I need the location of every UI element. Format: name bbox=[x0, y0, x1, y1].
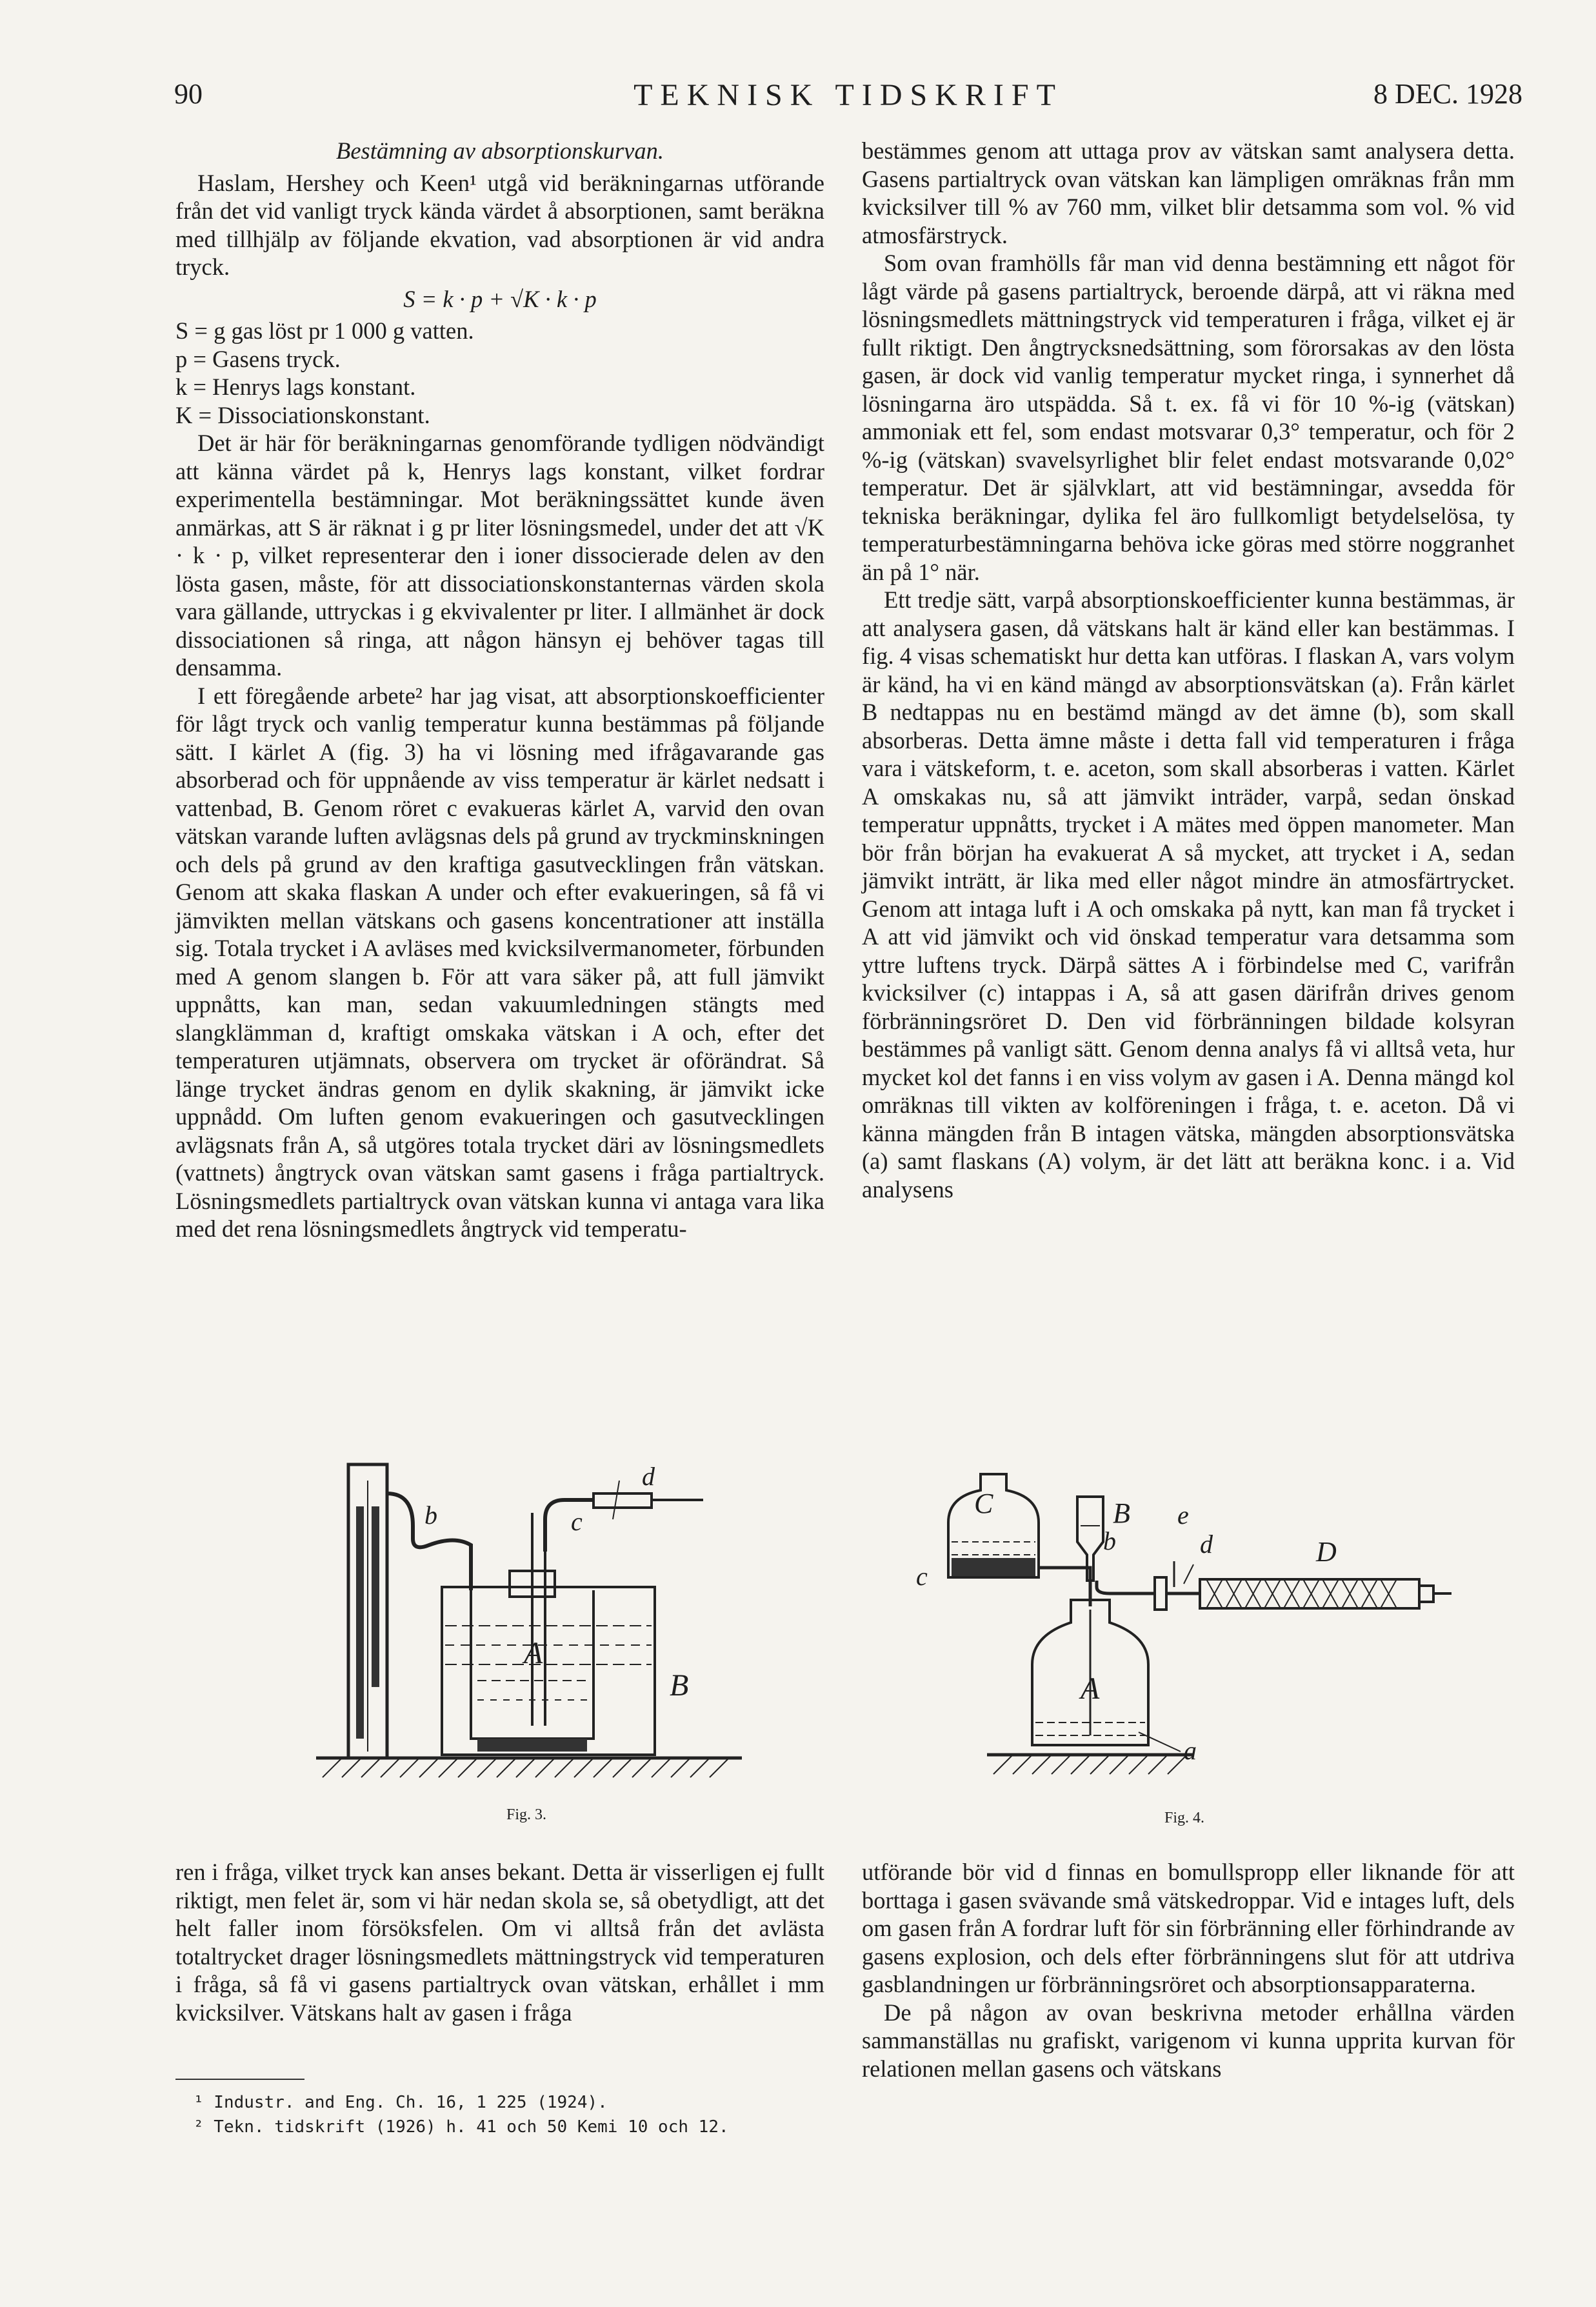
fig-label-A: A bbox=[1081, 1672, 1100, 1706]
fig-label-a: a bbox=[1184, 1736, 1197, 1765]
paragraph: Som ovan framhölls får man vid denna bestämning ett något för lågt värde på gasens partialtryck, beroende därpå, att vi räkna med lösningsmedlets mättningstryck vid temperaturen i fråga, vilket ej är fullt riktigt. Den ångtrycksnedsättning, som förorsakas av den lösta gasen, är dock vid vanlig temperatur mycket ringa, i synnerhet då lösningarna äro utspädda. Så t. ex. få vi för 10 %-ig (vätskan) ammoniak ett fel, som endast motsvarar 0,3° temperatur, och för 2 %-ig (vätskan) svavelsyrlighet blir felet endast motsvarande 0,02° temperatur. Det är självklart, att vid bestämningar, avsedda för tekniska beräkningar, dylika fel äro fullkomligt betydelselösa, ty temperaturbestämningarna behöva icke göras med större noggranhet än på 1° när. bbox=[862, 250, 1515, 585]
footnote-1: ¹ Industr. and Eng. Ch. 16, 1 225 (1924). bbox=[194, 2093, 608, 2112]
section-heading: Bestämning av absorptionskurvan. bbox=[336, 137, 664, 164]
fig-label-e: e bbox=[1177, 1501, 1189, 1530]
definition-item: S = g gas löst pr 1 000 g vatten. bbox=[175, 317, 474, 344]
journal-title: TEKNISK TIDSKRIFT bbox=[633, 78, 1063, 112]
paragraph: Det är här för beräkningarnas genomförande tydligen nödvändigt att känna värdet på k, Henrys lags konstant, vilket fordrar experimentella bestämningar. Mot beräkningssättet kunde även anmärkas, att S är räknat i g pr liter lösningsmedel, under det att √K · k · p, vilket representerar den i ioner dissocierade delen av den lösta gasen, måste, för att dissociationskonstanternas värden skola vara gällande, uttryckas i g ekvivalenter pr liter. I allmänhet är dock dissociationen så ringa, att någon hänsyn ej behöver tagas till densamma. bbox=[175, 430, 824, 681]
definition-item: K = Dissociationskonstant. bbox=[175, 401, 430, 428]
fig-label-c: c bbox=[916, 1562, 928, 1591]
fig-label-b: b bbox=[1103, 1526, 1116, 1555]
paragraph: Haslam, Hershey och Keen¹ utgå vid beräkningarnas utförande från det vid vanligt tryck kända värdet å absorptionen, samt beräkna med tillhjälp av följande ekvation, vad absorptionen är vid andra tryck. bbox=[175, 169, 824, 280]
figure-4 bbox=[910, 1452, 1477, 1842]
paragraph: utförande bör vid d finnas en bomullspropp eller liknande för att borttaga i gasen svävande små vätskedroppar. Vid e intages luft, dels om gasen från A fordrar luft för sin förbränning eller förhindrande av gasens explosion, och dels efter förbränningens slut för att utdriva gasblandningen ur förbränningsröret och absorptionsapparaterna. bbox=[862, 1859, 1515, 1997]
bottom-left-column bbox=[175, 1858, 824, 2026]
definition-item: p = Gasens tryck. bbox=[175, 345, 341, 372]
page-number: 90 bbox=[174, 78, 203, 110]
bottom-right-column bbox=[862, 1858, 1515, 2082]
fig-label-C: C bbox=[974, 1488, 993, 1519]
figure-4-drawing bbox=[910, 1452, 1477, 1842]
left-column bbox=[175, 137, 824, 1243]
variable-definitions bbox=[175, 317, 824, 429]
footnote-2: ² Tekn. tidskrift (1926) h. 41 och 50 Kemi 10 och 12. bbox=[194, 2117, 729, 2137]
fig-label-b: b bbox=[424, 1501, 437, 1530]
footnotes bbox=[194, 2090, 826, 2139]
paragraph: De på någon av ovan beskrivna metoder erhållna värden sammanställas nu grafiskt, varigenom vi kunna upprita kurvan för relationen mellan gasens och vätskans bbox=[862, 1999, 1515, 2082]
footnote-rule bbox=[175, 2079, 304, 2080]
paragraph: bestämmes genom att uttaga prov av vätskan samt analysera detta. Gasens partialtryck ovan vätskan kan lämpligen omräknas från mm kvicksilver till % av 760 mm, vilket blir detsamma som vol. % vid atmosfärstryck. bbox=[862, 137, 1515, 248]
fig-label-A: A bbox=[524, 1636, 543, 1670]
paragraph: I ett föregående arbete² har jag visat, att absorptionskoefficienter för lågt tryck och vanlig temperatur kunna bestämmas på följande sätt. I kärlet A (fig. 3) ha vi lösning med ifrågavarande gas absorberad och för uppnående av viss temperatur är kärlet nedsatt i vattenbad, B. Genom röret c evakueras kärlet A, varvid den ovan vätskan varande luften avlägsnas dels på grund av tryckminskningen och dels på grund av den kraftiga gasutvecklingen från vätskan. Genom att skaka flaskan A under och efter evakueringen, så få vi jämvikten mellan vätskans och gasens koncentrationer att inställa sig. Totala trycket i A avläses med kvicksilvermanometer, förbunden med A genom slangen b. För att vara säker på, att full jämvikt uppnåtts, kan man, sedan vakuumledningen stängts med slangklämman d, kraftigt omskaka vätskan i A och, efter det temperaturen utjämnats, observera om trycket är oförändrat. Så länge trycket ändras genom en dylik skakning, är jämvikt icke uppnådd. Om luften genom evakueringen och gasutvecklingen avlägsnats från A, så utgöres totala trycket däri av lösningsmedlets (vattnets) ångtryck ovan vätskan samt gasens i fråga partialtryck. Lösningsmedlets partialtryck ovan vätskan kunna vi antaga vara lika med det rena lösningsmedlets ångtryck vid temperatu- bbox=[175, 682, 824, 1242]
issue-date: 8 DEC. 1928 bbox=[1373, 78, 1522, 110]
figure-3 bbox=[316, 1455, 755, 1842]
paragraph: Ett tredje sätt, varpå absorptionskoefficienter kunna bestämmas, är att analysera gasen, då vätskans halt är känd eller kan bestämmas. I fig. 4 visas schematiskt hur detta kan utföras. I flaskan A, vars volym är känd, ha vi en känd mängd av absorptionsvätskan (a). Från kärlet B nedtappas nu en bestämd mängd av det ämne (b), som skall absorberas. Detta ämne måste i detta fall vid temperaturen i fråga vara i vätskeform, t. e. aceton, som skall absorberas i vatten. Kärlet A omskakas nu, så att jämvikt inträder, varpå, sedan önskad temperatur uppnåtts, trycket i A mätes med öppen manometer. Man bör från början ha evakuerat A så mycket, att trycket i A, sedan jämvikt inträtt, är lika med eller något mindre än atmosfärtrycket. Genom att intaga luft i A och omskaka på nytt, kan man få trycket i A att vid jämvikt och vid önskad temperatur vara detsamma som yttre luftens tryck. Därpå sättes A i förbindelse med C, varifrån kvicksilver (c) intappas i A, så att gasen därifrån drives genom förbränningsröret D. Den vid förbränningen bildade kolsyran bestämmes på vanligt sätt. Genom denna analys få vi alltså veta, hur mycket kol det fanns i en viss volym av gasen i A. Denna mängd kol omräknas till vikten av kolföreningen i fråga, t. e. aceton. Då vi känna mängden från B intagen vätska, mängden absorptionsvätska (a) samt flaskans (A) volym, är det lätt att beräkna konc. i a. Vid analysens bbox=[862, 586, 1515, 1203]
right-column bbox=[862, 137, 1515, 1203]
figure-4-caption: Fig. 4. bbox=[1164, 1810, 1205, 1826]
fig-label-D: D bbox=[1316, 1536, 1337, 1568]
fig-label-d: d bbox=[1200, 1530, 1213, 1559]
page-header bbox=[174, 77, 1522, 123]
fig-label-B: B bbox=[670, 1668, 689, 1703]
figure-3-caption: Fig. 3. bbox=[506, 1806, 547, 1823]
definition-item: k = Henrys lags konstant. bbox=[175, 374, 416, 400]
equation: S = k · p + √K · k · p bbox=[403, 285, 597, 312]
paragraph: ren i fråga, vilket tryck kan anses bekant. Detta är visserligen ej fullt riktigt, men felet är, som vi här nedan skola se, så obetydligt, att det helt faller inom försöksfelen. Om vi alltså från det avlästa totaltrycket drager lösningsmedlets mättningstryck vid temperaturen i fråga, så få vi gasens partialtryck ovan vätskan, erhållet i mm kvicksilver. Vätskans halt av gasen i fråga bbox=[175, 1859, 824, 2026]
fig-label-B: B bbox=[1113, 1497, 1130, 1529]
fig-label-c: c bbox=[571, 1507, 583, 1536]
fig-label-d: d bbox=[642, 1462, 655, 1491]
